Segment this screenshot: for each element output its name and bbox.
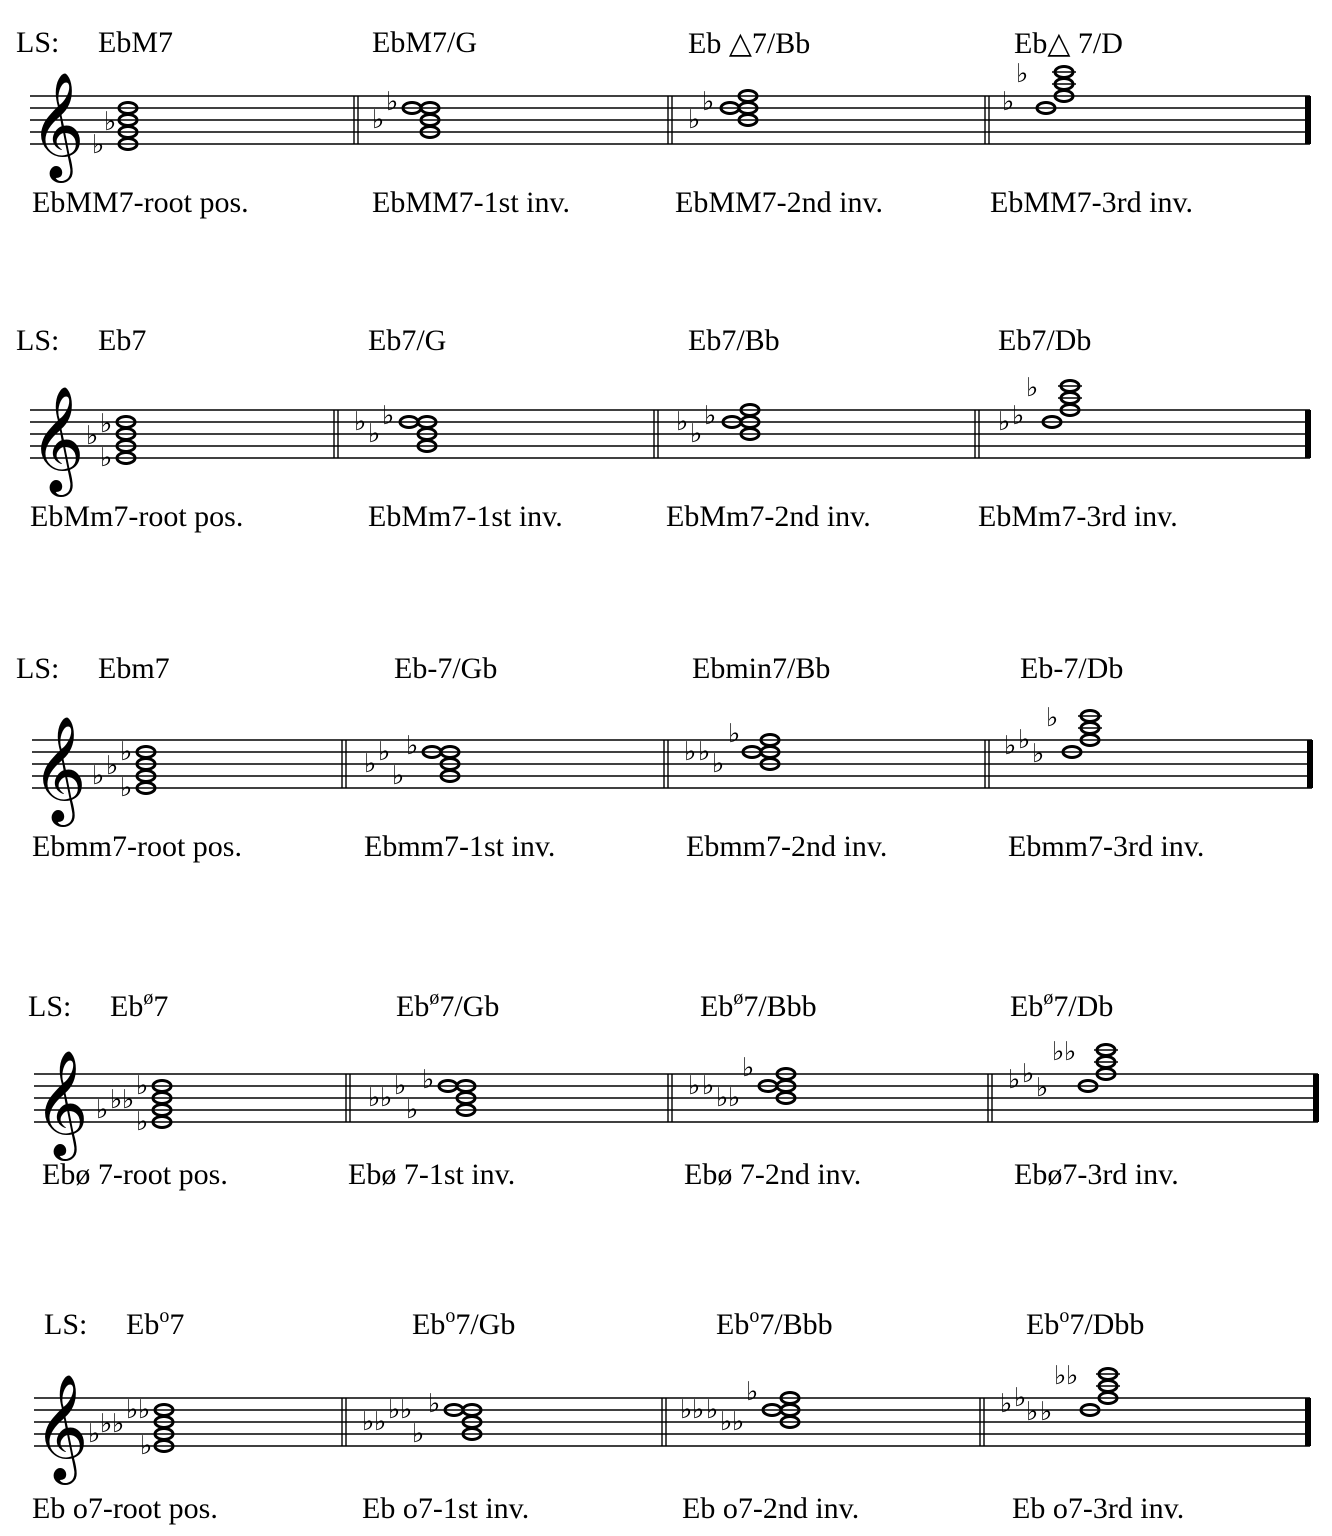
svg-text:♭: ♭ [380, 1083, 393, 1113]
treble-clef-icon: 𝄞 [34, 1049, 89, 1156]
chord-name: EbMM7-2nd inv. [675, 186, 884, 219]
chord-name: EbMM7-3rd inv. [990, 186, 1194, 219]
chord-name: EbMm7-3rd inv. [978, 500, 1178, 533]
svg-text:♭: ♭ [92, 761, 105, 791]
chord-symbol: Eb7/Bb [688, 324, 780, 357]
svg-text:♭: ♭ [86, 421, 99, 451]
svg-text:♭: ♭ [394, 1071, 407, 1101]
svg-text:♭: ♭ [386, 87, 399, 117]
chord-symbol: Eb-7/Db [1020, 652, 1124, 685]
svg-text:♭: ♭ [1026, 1397, 1039, 1427]
svg-text:♭: ♭ [688, 1071, 701, 1101]
chord-row-2 [0, 298, 1332, 558]
svg-text:♭: ♭ [702, 87, 715, 117]
svg-text:♭: ♭ [378, 737, 391, 767]
svg-text:♭: ♭ [1000, 1389, 1013, 1419]
chord-name: EbMm7-2nd inv. [666, 500, 871, 533]
svg-text:♭: ♭ [100, 1409, 113, 1439]
svg-text:♭: ♭ [1052, 1037, 1065, 1067]
chord-symbol: Eb-7/Gb [394, 652, 498, 685]
chord-name: EbMM7-root pos. [32, 186, 249, 219]
svg-text:♭: ♭ [1032, 739, 1045, 769]
svg-text:♭: ♭ [136, 1071, 149, 1101]
svg-text:♭: ♭ [136, 1107, 149, 1137]
chord-name: Ebø 7-2nd inv. [684, 1158, 862, 1191]
music-staff [0, 1362, 1332, 1482]
lead-sheet-label: LS: [16, 26, 60, 59]
chord-symbol: $Eb^ø7$/Bbb [700, 987, 817, 1023]
svg-text:♭: ♭ [1012, 401, 1025, 431]
svg-text:♭: ♭ [374, 1407, 387, 1437]
svg-text:♭: ♭ [684, 737, 697, 767]
chord-symbol: Eb7/Db [998, 324, 1092, 357]
svg-text:♭: ♭ [422, 1065, 435, 1095]
chord-name: Ebø 7-root pos. [42, 1158, 228, 1191]
svg-text:♭: ♭ [702, 1071, 715, 1101]
svg-text:♭: ♭ [732, 1407, 745, 1437]
chord-symbol: $Eb^ø7$ [110, 987, 169, 1023]
chord-name: EbMm7-root pos. [30, 500, 244, 533]
svg-text:♭: ♭ [126, 1395, 139, 1425]
svg-text:♭: ♭ [372, 105, 385, 135]
treble-clef-icon: 𝄞 [30, 71, 85, 178]
svg-text:♭: ♭ [716, 1083, 729, 1113]
svg-text:♭: ♭ [688, 105, 701, 135]
chord-notes [92, 59, 1076, 160]
svg-text:♭: ♭ [1046, 703, 1059, 733]
svg-text:♭: ♭ [712, 749, 725, 779]
svg-text:♭: ♭ [112, 1409, 125, 1439]
svg-text:♭: ♭ [104, 107, 117, 137]
chord-row-3 [0, 628, 1332, 888]
lead-sheet-label: LS: [16, 652, 60, 685]
svg-text:♭: ♭ [388, 1395, 401, 1425]
svg-text:♭: ♭ [100, 443, 113, 473]
svg-text:♭: ♭ [122, 1085, 135, 1115]
svg-text:♭: ♭ [728, 719, 741, 749]
chord-symbol: $Eb^ø7/Db$ [1010, 987, 1114, 1023]
svg-text:♭: ♭ [1004, 731, 1017, 761]
svg-text:♭: ♭ [138, 1395, 151, 1425]
svg-text:♭: ♭ [368, 1083, 381, 1113]
chord-row-4 [0, 958, 1332, 1218]
svg-text:♭: ♭ [1014, 1383, 1027, 1413]
music-staff [0, 374, 1332, 494]
chord-symbol: EbM7/G [372, 26, 477, 59]
svg-text:♭: ♭ [110, 1085, 123, 1115]
lead-sheet-label: LS: [28, 990, 72, 1023]
svg-text:♭: ♭ [690, 419, 703, 449]
svg-text:♭: ♭ [698, 737, 711, 767]
chord-name: Ebmm7-1st inv. [364, 830, 556, 863]
treble-clef-icon: 𝄞 [34, 1373, 89, 1480]
svg-text:♭: ♭ [92, 130, 105, 160]
svg-text:♭: ♭ [1008, 1065, 1021, 1095]
svg-text:♭: ♭ [364, 749, 377, 779]
svg-text:♭: ♭ [1036, 1073, 1049, 1103]
svg-text:♭: ♭ [406, 731, 419, 761]
chord-name: Ebø7-3rd inv. [1014, 1158, 1179, 1191]
treble-clef-icon: 𝄞 [30, 385, 85, 492]
svg-text:♭: ♭ [140, 1431, 153, 1461]
music-staff [0, 60, 1332, 180]
chord-name: EbMm7-1st inv. [368, 500, 563, 533]
svg-text:♭: ♭ [728, 1083, 741, 1113]
chord-name: Eb o7-2nd inv. [682, 1492, 860, 1525]
chord-name: Eb o7-root pos. [32, 1492, 218, 1525]
chord-name: Ebmm7-3rd inv. [1008, 830, 1205, 863]
svg-text:♭: ♭ [1016, 59, 1029, 89]
chord-symbol: Eb$^o$7/Dbb [1026, 1305, 1145, 1341]
svg-text:♭: ♭ [406, 1095, 419, 1125]
chord-symbol: Eb$^o$7/Gb [412, 1305, 516, 1341]
svg-text:♭: ♭ [382, 401, 395, 431]
chord-name: Ebmm7-2nd inv. [686, 830, 888, 863]
chord-name: Ebø 7-1st inv. [348, 1158, 516, 1191]
chord-row-1 [0, 0, 1332, 260]
svg-text:♭: ♭ [96, 1095, 109, 1125]
svg-text:♭: ♭ [1018, 725, 1031, 755]
svg-text:♭: ♭ [746, 1377, 759, 1407]
chord-symbol: Eb$^o$7 [126, 1305, 185, 1341]
svg-text:♭: ♭ [1066, 1361, 1079, 1391]
lead-sheet-label: LS: [44, 1308, 88, 1341]
chord-name: Eb o7-3rd inv. [1012, 1492, 1185, 1525]
svg-text:♭: ♭ [354, 407, 367, 437]
svg-text:♭: ♭ [1040, 1397, 1053, 1427]
chord-name: EbMM7-1st inv. [372, 186, 571, 219]
svg-text:♭: ♭ [88, 1419, 101, 1449]
music-staff [0, 704, 1332, 824]
svg-text:♭: ♭ [742, 1053, 755, 1083]
chord-symbol: Ebmin7/Bb [692, 652, 831, 685]
svg-text:♭: ♭ [1054, 1361, 1067, 1391]
svg-text:♭: ♭ [704, 401, 717, 431]
lead-sheet-label: LS: [16, 324, 60, 357]
chord-name: Eb o7-1st inv. [362, 1492, 530, 1525]
chord-symbol: Eb△ 7/D [1014, 27, 1123, 60]
music-staff [0, 1038, 1332, 1158]
svg-text:♭: ♭ [680, 1395, 693, 1425]
treble-clef-icon: 𝄞 [32, 715, 87, 822]
chord-name: Ebmm7-root pos. [32, 830, 242, 863]
svg-text:♭: ♭ [120, 773, 133, 803]
svg-text:♭: ♭ [692, 1395, 705, 1425]
svg-text:♭: ♭ [706, 1395, 719, 1425]
svg-text:♭: ♭ [400, 1395, 413, 1425]
svg-text:♭: ♭ [1022, 1059, 1035, 1089]
svg-text:♭: ♭ [1002, 87, 1015, 117]
chord-symbol: $Eb^ø7/Gb$ [396, 987, 500, 1023]
svg-text:♭: ♭ [368, 419, 381, 449]
chord-symbol: Eb7 [98, 324, 147, 357]
chord-symbol: Eb7/G [368, 324, 447, 357]
svg-text:♭: ♭ [120, 737, 133, 767]
svg-text:♭: ♭ [412, 1419, 425, 1449]
svg-text:♭: ♭ [1064, 1037, 1077, 1067]
chord-row-5 [0, 1276, 1332, 1536]
chord-symbol: Eb$^o$7/Bbb [716, 1305, 833, 1341]
svg-text:♭: ♭ [100, 409, 113, 439]
chord-symbol: Eb △7/Bb [688, 27, 811, 60]
chord-symbol: Ebm7 [98, 652, 170, 685]
svg-text:♭: ♭ [392, 761, 405, 791]
svg-text:♭: ♭ [428, 1389, 441, 1419]
svg-text:♭: ♭ [362, 1407, 375, 1437]
svg-text:♭: ♭ [676, 407, 689, 437]
svg-text:♭: ♭ [720, 1407, 733, 1437]
chord-symbol: EbM7 [98, 26, 173, 59]
svg-text:♭: ♭ [106, 751, 119, 781]
svg-text:♭: ♭ [998, 407, 1011, 437]
svg-text:♭: ♭ [1026, 373, 1039, 403]
